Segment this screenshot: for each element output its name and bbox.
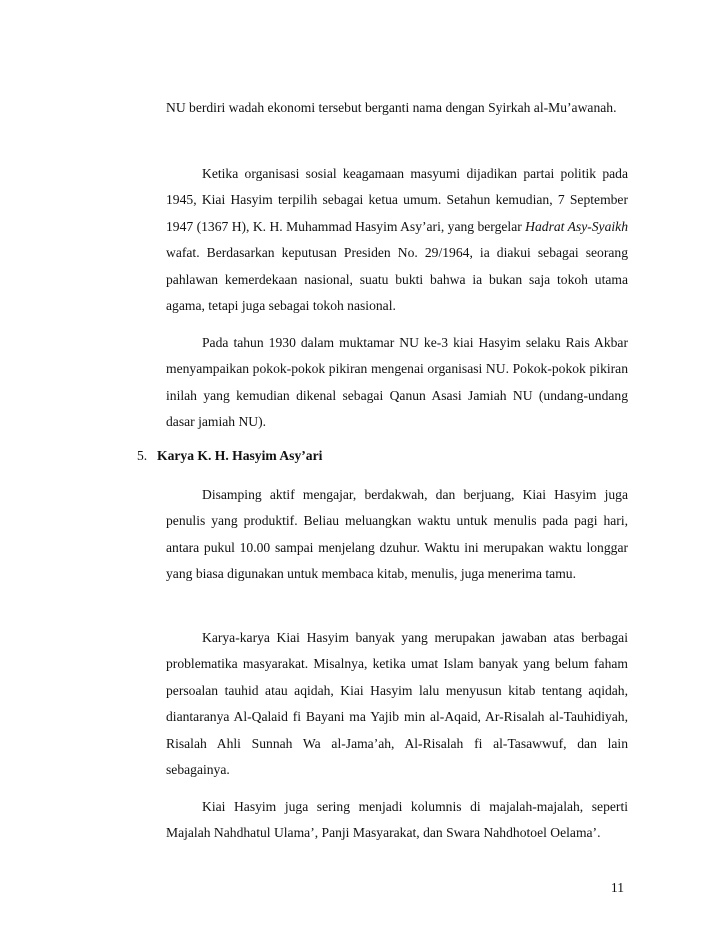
paragraph-produktif [166,482,628,588]
section-title: Karya K. H. Hasyim Asy’ari [157,448,323,463]
paragraph-kolumnis [166,794,628,847]
paragraph-masyumi [166,161,628,319]
paragraph-text: Pada tahun 1930 dalam muktamar NU ke-3 kiai Hasyim selaku Rais Akbar menyampaikan pokok-pokok pikiran mengenai organisasi NU. Pokok-pokok pikiran inilah yang kemudian dikenal sebagai Qanun Asasi Jamiah NU (undang-undang dasar jamiah NU). [166,335,628,430]
section-heading [137,443,322,469]
paragraph-text [166,161,628,319]
paragraph-text: Kiai Hasyim juga sering menjadi kolumnis di majalah-majalah, seperti Majalah Nahdhatul Ulama’, Panji Masyarakat, dan Swara Nahdhotoel Oelama’. [166,799,628,841]
paragraph-text-part: wafat. Berdasarkan keputusan Presiden No. 29/1964, ia diakui sebagai seorang pahlawan kemerdekaan nasional, suatu bukti bahwa ia bukan saja tokoh utama agama, tetapi juga sebagai tokoh nasional. [166,245,628,314]
section-number: 5. [137,448,148,463]
paragraph-text: NU berdiri wadah ekonomi tersebut berganti nama dengan Syirkah al-Mu’awanah. [166,100,617,115]
paragraph-text: Karya-karya Kiai Hasyim banyak yang merupakan jawaban atas berbagai problematika masyarakat. Misalnya, ketika umat Islam banyak yang belum faham persoalan tauhid atau aqidah, Kiai Hasyim lalu menyusun kitab tentang aqidah, diantaranya Al-Qalaid fi Bayani ma Yajib min al-Aqaid, Ar-Risalah al-Tauhidiyah, Risalah Ahli Sunnah Wa al-Jama’ah, Al-Risalah fi al-Tasawwuf, dan lain sebagainya. [166,630,628,778]
paragraph-text-part: Ketika organisasi sosial keagamaan masyumi dijadikan partai politik pada 1945, Kiai Hasyim terpilih sebagai ketua umum. Setahun kemudian, 7 September 1947 (1367 H), K. H. Muhammad Hasyim Asy’ari, yang bergelar [166,166,628,234]
italic-title: Hadrat Asy-Syaikh [525,218,628,234]
paragraph-continuation [166,95,628,121]
paragraph-muktamar [166,330,628,436]
paragraph-text: Disamping aktif mengajar, berdakwah, dan berjuang, Kiai Hasyim juga penulis yang produktif. Beliau meluangkan waktu untuk menulis pada pagi hari, antara pukul 10.00 sampai menjelang dzuhur. Waktu ini merupakan waktu longgar yang biasa digunakan untuk membaca kitab, menulis, juga menerima tamu. [166,487,628,582]
paragraph-karya [166,625,628,783]
page-number: 11 [610,880,624,895]
